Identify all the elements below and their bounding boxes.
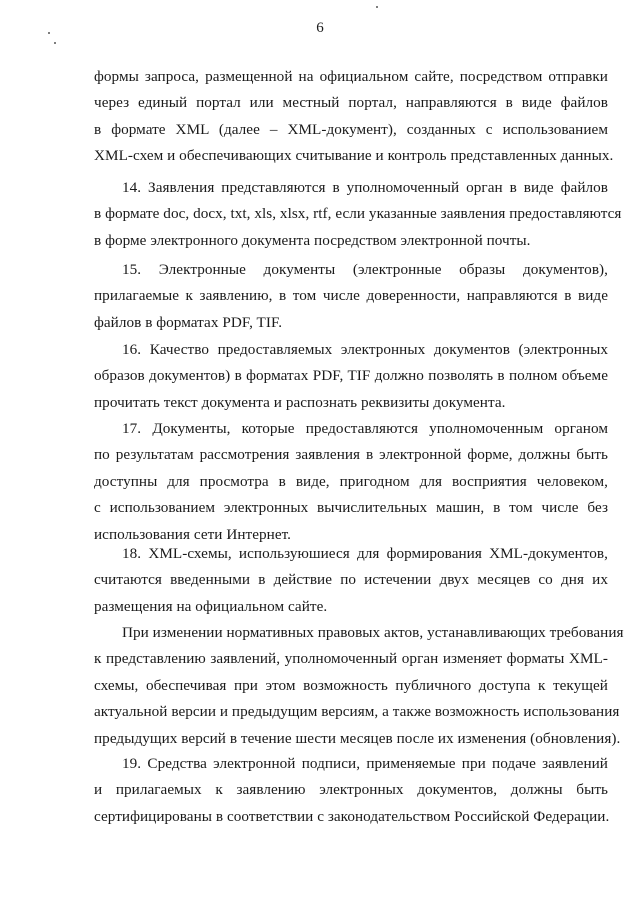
text-line: формы запроса, размещенной на официальном сайте, посредством отправки	[94, 68, 608, 85]
paragraph-18-amendment	[94, 620, 624, 752]
text-line: 14. Заявления представляются в уполномоченный орган в виде файлов	[122, 179, 608, 196]
text-line: прилагаемые к заявлению, в том числе доверенности, направляются в виде	[94, 287, 608, 305]
text-line: 15. Электронные документы (электронные образы документов),	[122, 261, 608, 278]
paragraph-14	[94, 175, 622, 254]
text-line: по результатам рассмотрения заявления в электронной форме, должны быть	[94, 446, 608, 464]
paragraph-19	[94, 751, 608, 830]
text-line: прочитать текст документа и распознать реквизиты документа.	[94, 393, 506, 411]
text-line: XML-схем и обеспечивающих считывание и контроль представленных данных.	[94, 147, 614, 165]
text-line: и прилагаемых к заявлению электронных документов, должны быть	[94, 781, 608, 799]
text-line: сертифицированы в соответствии с законодательством Российской Федерации.	[94, 807, 610, 825]
text-line: в форме электронного документа посредством электронной почты.	[94, 231, 531, 249]
text-line: использования сети Интернет.	[94, 525, 292, 543]
text-line: При изменении нормативных правовых актов, устанавливающих требования	[122, 624, 624, 641]
paragraph-continuation	[94, 64, 614, 170]
text-line: схемы, обеспечивая при этом возможность публичного доступа к текущей	[94, 676, 608, 694]
text-line: предыдущих версий в течение шести месяцев после их изменения (обновления).	[94, 729, 621, 747]
scan-artifact	[54, 42, 56, 44]
text-line: доступны для просмотра в виде, пригодном для восприятия человеком,	[94, 472, 608, 490]
paragraph-17	[94, 416, 608, 548]
text-line: актуальной версии и предыдущим версиям, а также возможность использования	[94, 703, 620, 721]
text-line: размещения на официальном сайте.	[94, 597, 328, 615]
scan-artifact	[376, 6, 378, 8]
paragraph-16	[94, 337, 608, 416]
text-line: в формате doc, docx, txt, xls, xlsx, rtf, если указанные заявления предоставляются	[94, 205, 622, 223]
text-line: файлов в форматах PDF, TIF.	[94, 313, 283, 331]
text-line: 16. Качество предоставляемых электронных документов (электронных	[122, 341, 608, 358]
text-line: через единый портал или местный портал, направляются в виде файлов	[94, 94, 608, 112]
text-line: считаются введенными в действие по истечении двух месяцев со дня их	[94, 571, 608, 589]
text-line: к представлению заявлений, уполномоченный орган изменяет форматы XML-	[94, 650, 608, 668]
paragraph-18	[94, 541, 608, 620]
text-line: 19. Средства электронной подписи, применяемые при подаче заявлений	[122, 755, 608, 772]
text-line: 17. Документы, которые предоставляются уполномоченным органом	[122, 420, 608, 437]
text-line: 18. XML-схемы, используюшиеся для формирования XML-документов,	[122, 545, 608, 562]
paragraph-15	[94, 257, 608, 336]
text-line: в формате XML (далее – XML-документ), созданных с использованием	[94, 120, 608, 138]
page-number: 6	[316, 20, 324, 36]
text-line: образов документов) в форматах PDF, TIF должно позволять в полном объеме	[94, 367, 608, 385]
text-line: с использованием электронных вычислительных машин, в том числе без	[94, 499, 608, 517]
